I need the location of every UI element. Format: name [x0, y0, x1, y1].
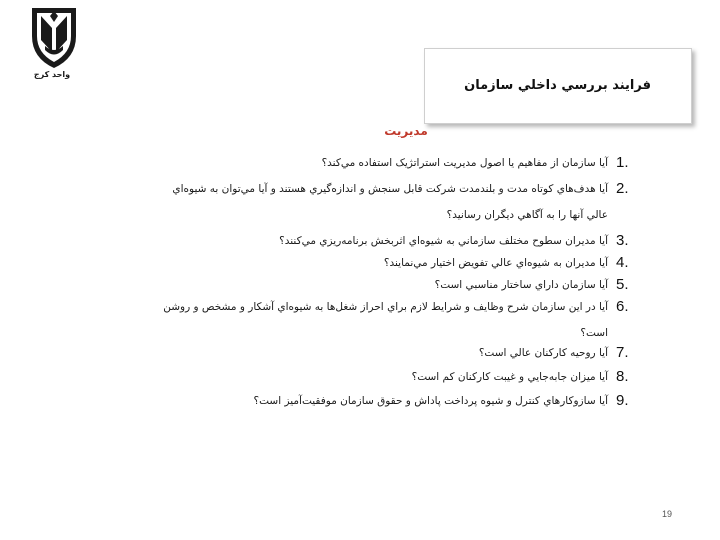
- item-number: 4.: [616, 254, 629, 271]
- item-text: آيا هدف‌هاي کوتاه مدت و بلندمدت شرکت قابل سنجش و اندازه‌گيري هستند و آيا مي‌توان به شيوه‌اي: [172, 183, 608, 195]
- item-text: آيا مديران سطوح مختلف سازماني به شيوه‌اي اثربخش برنامه‌ريزي مي‌کنند؟: [279, 235, 608, 247]
- university-emblem-icon: [28, 2, 80, 72]
- item-text-continued: عالي آنها را به آگاهي ديگران رسانيد؟: [446, 209, 608, 221]
- item-text: آيا روحيه کارکنان عالي است؟: [478, 347, 608, 359]
- item-text: آيا سازوکارهاي کنترل و شيوه پرداخت پاداش و حقوق سازمان موفقيت‌آميز است؟: [253, 395, 608, 407]
- title-box: [424, 48, 692, 124]
- item-text: آيا سازمان از مفاهيم يا اصول مديريت استراتژيک استفاده مي‌کند؟: [321, 157, 608, 169]
- item-text: آيا ميزان جابه‌جايي و غيبت کارکنان کم است؟: [411, 371, 608, 383]
- logo-caption: واحد کرج: [33, 70, 71, 79]
- page-number: 19: [662, 509, 673, 519]
- section-subtitle: مديريت: [384, 124, 428, 138]
- university-logo: [28, 2, 80, 78]
- item-number: 3.: [616, 232, 629, 249]
- item-text: آيا مديران به شيوه‌اي عالي تفويض اختيار مي‌نمايند؟: [383, 257, 608, 269]
- item-number: 6.: [616, 298, 629, 315]
- item-text: آيا سازمان داراي ساختار مناسبي است؟: [434, 279, 608, 291]
- item-text-continued: است؟: [580, 327, 608, 339]
- item-text: آيا در اين سازمان شرح وظايف و شرايط لازم براي احراز شغل‌ها به شيوه‌اي آشکار و مشخص و روشن: [163, 301, 608, 313]
- item-number: 9.: [616, 392, 629, 409]
- item-number: 1.: [616, 154, 629, 171]
- page-title: فرايند بررسي داخلي سازمان: [464, 78, 651, 93]
- item-number: 7.: [616, 344, 629, 361]
- item-number: 5.: [616, 276, 629, 293]
- item-number: 8.: [616, 368, 629, 385]
- item-number: 2.: [616, 180, 629, 197]
